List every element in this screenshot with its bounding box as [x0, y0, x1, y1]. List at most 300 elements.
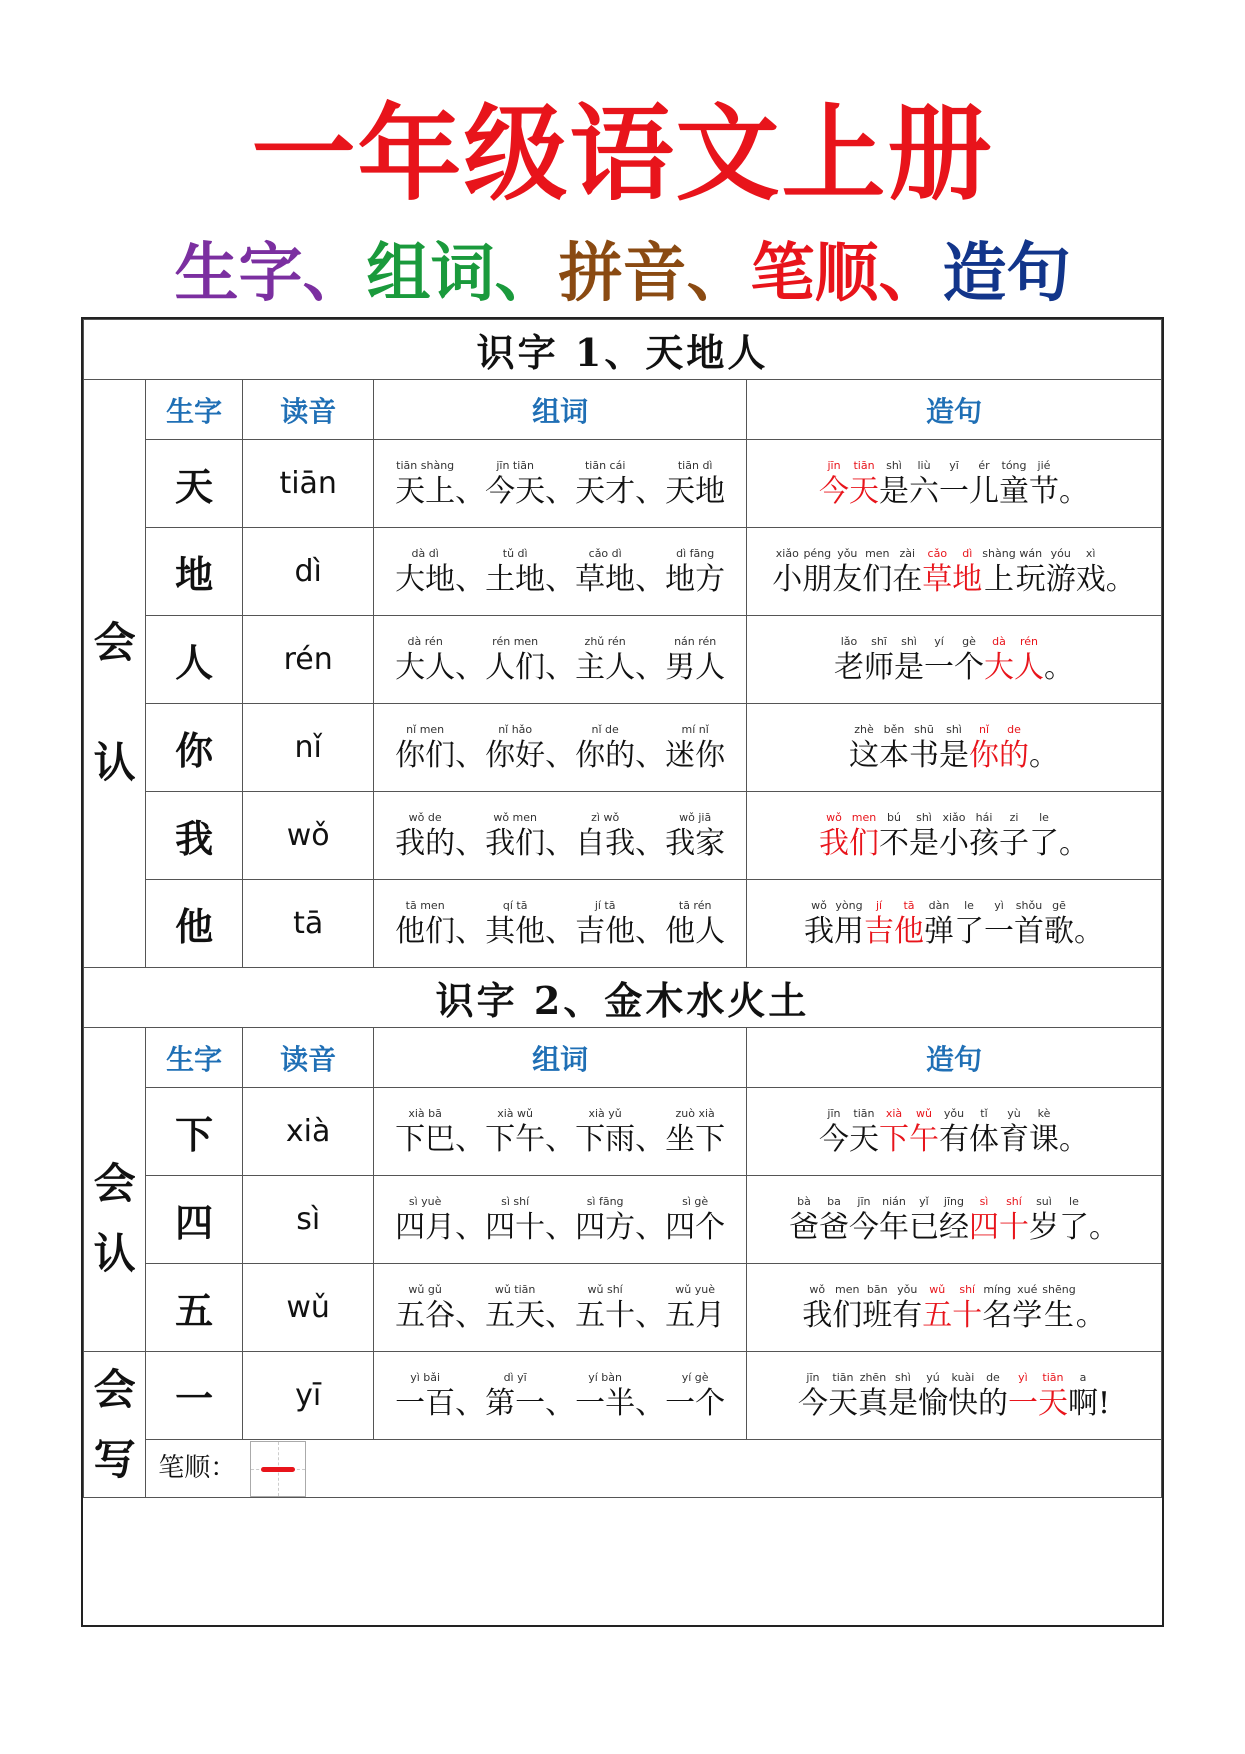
sentence-char-pinyin: yì [1018, 1370, 1028, 1384]
sentence-char [999, 1106, 1029, 1158]
word [485, 898, 545, 950]
subtitle-part: 组词、 [366, 236, 559, 311]
sentence-char-text: 他 [894, 913, 924, 949]
sentence-char-text: 今 [848, 1209, 879, 1245]
sentence-char-pinyin: cǎo [927, 546, 948, 560]
sentence-char [1059, 1194, 1089, 1246]
sentence-char [982, 1282, 1012, 1334]
sentence-char-pinyin: shēng [1042, 1282, 1076, 1296]
separator: 、 [635, 913, 666, 949]
separator: 、 [635, 1121, 666, 1157]
word-pinyin: wǔ shí [587, 1282, 623, 1296]
sentence-char [1044, 898, 1074, 950]
side-blank [84, 380, 146, 440]
sentence-char-text: 已 [908, 1209, 939, 1245]
word-text: 其他 [485, 913, 546, 949]
sentence-char-pinyin: yù [1007, 1106, 1021, 1120]
sentence-char-text: 生 [1043, 1297, 1074, 1333]
sentence-char-pinyin: nǐ [978, 722, 990, 736]
word-text: 天才 [575, 473, 636, 509]
side-char: 会 [93, 618, 136, 668]
sentence-char [819, 810, 849, 862]
sentence-char [939, 722, 969, 774]
example-sentence [747, 704, 1162, 792]
word-text: 你们 [395, 737, 456, 773]
sentence-char [922, 546, 952, 598]
sentence-char-pinyin: tā [903, 898, 915, 912]
pinyin-reading: xià [243, 1088, 374, 1176]
word-pinyin: tiān dì [677, 458, 713, 472]
sentence-char [969, 1194, 999, 1246]
sentence-char [909, 810, 939, 862]
new-character: 他 [146, 880, 243, 968]
word-pinyin: xià wǔ [497, 1106, 534, 1120]
sentence-char [982, 546, 1015, 598]
word-text: 天地 [665, 473, 726, 509]
word-pinyin: tǔ dì [502, 546, 528, 560]
word-pinyin: zì wǒ [591, 810, 620, 824]
sentence-char [909, 458, 939, 510]
word-text: 五月 [665, 1297, 726, 1333]
word-pinyin: yí gè [681, 1370, 709, 1384]
word-text: 土地 [485, 561, 546, 597]
sentence-char-pinyin: jīn [857, 1194, 871, 1208]
sentence-char-text: 六 [909, 473, 939, 509]
word-text: 吉他 [575, 913, 636, 949]
separator: 、 [545, 913, 576, 949]
sentence-char-text: 小 [939, 825, 969, 861]
word-text: 他们 [395, 913, 456, 949]
sentence-char-text: 我 [802, 1297, 833, 1333]
sentence-char-text: 人 [1014, 649, 1044, 685]
sentence-char [1008, 1370, 1038, 1422]
sentence-char [1029, 810, 1059, 862]
sentence-char-text: 经 [938, 1209, 969, 1245]
sentence-char [969, 722, 999, 774]
sentence-char-text: 天 [849, 473, 879, 509]
sentence-char-text: 们 [862, 561, 893, 597]
word-text: 地方 [665, 561, 726, 597]
sentence-char-pinyin: wán [1019, 546, 1043, 560]
sentence-char [772, 546, 802, 598]
word [485, 634, 545, 686]
sentence-char-pinyin: suì [1036, 1194, 1052, 1208]
stroke-row [84, 1440, 1162, 1498]
sentence-char-text: 爸 [818, 1209, 849, 1245]
separator: 、 [455, 649, 486, 685]
separator: 、 [545, 737, 576, 773]
sentence-char-text: 儿 [969, 473, 999, 509]
sentence-char-pinyin: zhēn [859, 1370, 887, 1384]
sentence-char [1038, 1370, 1068, 1422]
word-pinyin: nǐ de [591, 722, 619, 736]
sentence-char [954, 898, 984, 950]
sentence-char-text: 老 [834, 649, 864, 685]
side-char: 认 [93, 738, 136, 788]
header-sentence: 造句 [747, 380, 1162, 440]
separator: 、 [635, 1385, 666, 1421]
word [485, 1106, 545, 1158]
subtitle-part: 拼音、 [558, 236, 751, 311]
section-title: 识字 1、天地人 [84, 320, 1162, 380]
sentence-char-pinyin: yì [994, 898, 1004, 912]
sentence-char-pinyin: tiān [1042, 1370, 1064, 1384]
table-row [84, 1264, 1162, 1352]
separator: 、 [635, 1209, 666, 1245]
sentence-char-text: 天 [848, 1121, 879, 1157]
sentence-char-pinyin: yǒu [943, 1106, 965, 1120]
word-pinyin: tiān shàng [396, 458, 455, 472]
header-char: 生字 [146, 380, 243, 440]
word-pinyin: dà rén [407, 634, 443, 648]
example-sentence [746, 1264, 1161, 1352]
sentence-char-text: 这 [849, 737, 879, 773]
table-row [84, 616, 1162, 704]
separator: 、 [635, 737, 666, 773]
word-pinyin: tiān cái [584, 458, 626, 472]
new-character: 五 [146, 1264, 243, 1352]
new-character: 我 [146, 792, 243, 880]
sentence-char [879, 458, 909, 510]
sentence-char-pinyin: shì [886, 458, 902, 472]
sentence-char [984, 634, 1014, 686]
separator: 、 [545, 561, 576, 597]
example-sentence [747, 616, 1162, 704]
new-character: 四 [146, 1176, 243, 1264]
new-character: 人 [146, 616, 243, 704]
sentence-char [1014, 898, 1044, 950]
sentence-char-pinyin: le [1039, 810, 1049, 824]
sentence-char [879, 810, 909, 862]
word [665, 1194, 725, 1246]
sentence-char-text: 你 [969, 737, 999, 773]
sentence-char-pinyin: wǒ [809, 1282, 826, 1296]
separator: 、 [545, 1385, 576, 1421]
new-character: 你 [146, 704, 243, 792]
sentence-char-text: 吉 [864, 913, 894, 949]
word-text: 第一 [485, 1385, 546, 1421]
sentence-char-text: 十 [998, 1209, 1029, 1245]
sentence-end: 。 [1075, 1297, 1106, 1333]
sentence-char-text: 愉 [917, 1385, 948, 1421]
example-sentence [746, 1176, 1161, 1264]
sentence-char-pinyin: sì [979, 1194, 989, 1208]
pinyin-reading: wǔ [243, 1264, 374, 1352]
sentence-char-text: 快 [947, 1385, 978, 1421]
word [395, 1106, 455, 1158]
word [665, 1370, 725, 1422]
sentence-char [969, 1106, 999, 1158]
example-sentence [747, 880, 1162, 968]
word [395, 810, 455, 862]
word-text: 今天 [485, 473, 546, 509]
word-pinyin: wǒ de [408, 810, 442, 824]
sentence-char [849, 810, 879, 862]
sentence-char [969, 458, 999, 510]
side-char: 会 [93, 1159, 136, 1209]
sentence-char-text: 育 [998, 1121, 1029, 1157]
sentence-char [819, 1106, 849, 1158]
sentence-char [819, 1194, 849, 1246]
word [395, 458, 455, 510]
sentence-char-text: 天 [1037, 1385, 1068, 1421]
word [665, 1106, 725, 1158]
sentence-char [1029, 458, 1059, 510]
word-pinyin: yí bàn [588, 1370, 622, 1384]
example-sentence [746, 1088, 1161, 1176]
sentence-char [952, 1282, 982, 1334]
sentence-char-pinyin: shí [959, 1282, 976, 1296]
sentence-char-pinyin: men [835, 1282, 860, 1296]
sentence-char-pinyin: shí [1006, 1194, 1022, 1208]
subtitle-part: 笔顺、 [750, 236, 943, 311]
sentence-char-text: 首 [1014, 913, 1044, 949]
sentence-char-text: 是 [909, 825, 939, 861]
sentence-char-text: 一 [984, 913, 1014, 949]
sentence-char-text: 在 [892, 561, 923, 597]
sentence-char-text: 戏 [1075, 561, 1106, 597]
header-words: 组词 [374, 1028, 747, 1088]
subtitle-part: 生字、 [174, 236, 367, 311]
word-pinyin: jīn tiān [496, 458, 534, 472]
example-sentence [747, 792, 1162, 880]
sentence-char-text: 童 [999, 473, 1029, 509]
word-pinyin: jí tā [594, 898, 616, 912]
word-pinyin: wǔ yuè [675, 1282, 715, 1296]
sentence-char-text: 不 [879, 825, 909, 861]
separator: 、 [455, 737, 486, 773]
sentence-char-pinyin: yǒu [897, 1282, 918, 1296]
sentence-char-pinyin: le [964, 898, 974, 912]
word-text: 下巴 [395, 1121, 456, 1157]
sentence-char [828, 1370, 858, 1422]
word-text: 他人 [665, 913, 726, 949]
sentence-char-text: 名 [982, 1297, 1013, 1333]
word-pinyin: wǔ tiān [494, 1282, 536, 1296]
sentence-char-pinyin: de [1007, 722, 1021, 736]
word [575, 458, 635, 510]
separator: 、 [635, 1297, 666, 1333]
sentence-end: 。 [1029, 737, 1059, 773]
pinyin-reading: dì [243, 528, 374, 616]
sentence-char-text: 我 [819, 825, 849, 861]
word-text: 你好 [485, 737, 546, 773]
sentence-char-text: 爸 [788, 1209, 819, 1245]
word [485, 458, 545, 510]
word [575, 810, 635, 862]
sentence-char [849, 458, 879, 510]
sentence-char [1012, 1282, 1042, 1334]
word [485, 546, 545, 598]
page-title: 一年级语文上册 [251, 93, 994, 215]
sentence-char [999, 458, 1029, 510]
word [485, 722, 545, 774]
separator: 、 [635, 649, 666, 685]
sentence-char-text: 一 [924, 649, 954, 685]
sentence-char-pinyin: shǒu [1015, 898, 1043, 912]
word [485, 1370, 545, 1422]
sentence-char-text: 用 [834, 913, 864, 949]
separator: 、 [455, 1385, 486, 1421]
subtitle-part: 造句 [942, 236, 1071, 311]
example-sentence [747, 528, 1162, 616]
sentence-char-text: 们 [849, 825, 879, 861]
word-list [374, 440, 747, 528]
sentence-char [879, 722, 909, 774]
word-pinyin: yì bǎi [410, 1370, 441, 1384]
table-row [84, 528, 1162, 616]
sentence-char-text: 书 [909, 737, 939, 773]
sentence-char-text: 体 [968, 1121, 999, 1157]
sentence-char-pinyin: xià [885, 1106, 903, 1120]
sentence-char-pinyin: shū [914, 722, 934, 736]
word [575, 1194, 635, 1246]
sentence-char-pinyin: xué [1017, 1282, 1038, 1296]
separator: 、 [635, 825, 666, 861]
sentence-char-pinyin: wǔ [915, 1106, 932, 1120]
sentence-char-pinyin: dàn [928, 898, 950, 912]
separator: 、 [455, 1209, 486, 1245]
sentence-char-pinyin: yú [926, 1370, 940, 1384]
word-list [374, 880, 747, 968]
sentence-char [1076, 546, 1106, 598]
word-pinyin: xià bā [408, 1106, 442, 1120]
separator: 、 [455, 1121, 486, 1157]
word [395, 898, 455, 950]
sentence-char-text: 们 [832, 1297, 863, 1333]
word [395, 546, 455, 598]
word [665, 722, 725, 774]
separator: 、 [455, 825, 486, 861]
sentence-char-text: 游 [1045, 561, 1076, 597]
sentence-char [952, 546, 982, 598]
word [485, 1282, 545, 1334]
sentence-end: 。 [1074, 913, 1104, 949]
side-char: 会 [93, 1364, 136, 1414]
word [575, 546, 635, 598]
word [665, 810, 725, 862]
word-text: 五十 [575, 1297, 636, 1333]
word [665, 898, 725, 950]
word-pinyin: nǐ men [406, 722, 445, 736]
word [395, 634, 455, 686]
sentence-char [858, 1370, 888, 1422]
new-character: 天 [146, 440, 243, 528]
sentence-char [969, 810, 999, 862]
word [395, 1282, 455, 1334]
sentence-char-text: 今 [797, 1385, 828, 1421]
sentence-char-pinyin: bān [866, 1282, 888, 1296]
sentence-char-pinyin: xì [1085, 546, 1096, 560]
section-2-table [83, 967, 1162, 1498]
sentence-char-text: 今 [818, 1121, 849, 1157]
word-text: 四十 [485, 1209, 546, 1245]
sentence-char-text: 今 [819, 473, 849, 509]
sentence-char-text: 有 [892, 1297, 923, 1333]
sentence-char-text: 四 [968, 1209, 999, 1245]
sentence-char [909, 722, 939, 774]
word [665, 634, 725, 686]
sentence-char-text: 我 [804, 913, 834, 949]
sentence-char [1016, 546, 1046, 598]
sentence-char-pinyin: jīn [827, 458, 841, 472]
sentence-char [999, 1194, 1029, 1246]
sentence-char-pinyin: kuài [951, 1370, 975, 1384]
word-pinyin: wǒ jiā [679, 810, 712, 824]
word-text: 人们 [485, 649, 546, 685]
word-pinyin: sì gè [682, 1194, 709, 1208]
sentence-char-text: 友 [832, 561, 863, 597]
word-text: 男人 [665, 649, 726, 685]
sentence-char-pinyin: jié [1037, 458, 1051, 472]
word-pinyin: rén men [492, 634, 539, 648]
separator: 、 [545, 1209, 576, 1245]
sentence-char-text: 草 [922, 561, 953, 597]
sentence-char-text: 个 [954, 649, 984, 685]
word [395, 722, 455, 774]
sentence-char-text: 小 [772, 561, 803, 597]
word-pinyin: dì yī [503, 1370, 527, 1384]
side-char: 写 [93, 1434, 136, 1484]
word [395, 1370, 455, 1422]
sentence-char-pinyin: men [865, 546, 890, 560]
sentence-char-pinyin: yī [949, 458, 959, 472]
sentence-char [1014, 634, 1044, 686]
sentence-char-pinyin: shì [901, 634, 917, 648]
table-row [84, 1176, 1162, 1264]
sentence-char-text: 是 [879, 473, 909, 509]
sentence-char [819, 458, 849, 510]
sentence-char [909, 1194, 939, 1246]
word-text: 坐下 [665, 1121, 726, 1157]
sentence-char-text: 子 [999, 825, 1029, 861]
pinyin-reading: sì [243, 1176, 374, 1264]
sentence-char-pinyin: gè [962, 634, 976, 648]
word [575, 722, 635, 774]
word-text: 一百 [395, 1385, 456, 1421]
header-sentence: 造句 [746, 1028, 1161, 1088]
word-pinyin: dì fāng [676, 546, 715, 560]
sentence-char [939, 1194, 969, 1246]
word-pinyin: qí tā [502, 898, 528, 912]
word-pinyin: zhǔ rén [584, 634, 626, 648]
sentence-char-pinyin: xiǎo [942, 810, 966, 824]
word-pinyin: tā men [405, 898, 445, 912]
sentence-char-pinyin: zi [1009, 810, 1019, 824]
stroke-mark [261, 1467, 295, 1472]
sentence-char [894, 634, 924, 686]
sentence-char-pinyin: wǔ [929, 1282, 946, 1296]
sentence-char-text: 一 [939, 473, 969, 509]
sentence-char [894, 898, 924, 950]
word-text: 下午 [485, 1121, 546, 1157]
word [665, 1282, 725, 1334]
sentence-char-text: 地 [952, 561, 983, 597]
sentence-char-pinyin: ér [978, 458, 990, 472]
sentence-char [849, 1106, 879, 1158]
sentence-char-pinyin: zài [899, 546, 916, 560]
sentence-char [948, 1370, 978, 1422]
sentence-char-pinyin: kè [1037, 1106, 1051, 1120]
sentence-char-pinyin: dà [992, 634, 1006, 648]
sentence-char-text: 啊 [1067, 1385, 1098, 1421]
sentence-char-text: 真 [857, 1385, 888, 1421]
sentence-char-pinyin: péng [803, 546, 832, 560]
word-text: 我的 [395, 825, 456, 861]
sentence-char-text: 班 [862, 1297, 893, 1333]
sentence-char-pinyin: shì [916, 810, 932, 824]
sentence-char-pinyin: míng [983, 1282, 1012, 1296]
